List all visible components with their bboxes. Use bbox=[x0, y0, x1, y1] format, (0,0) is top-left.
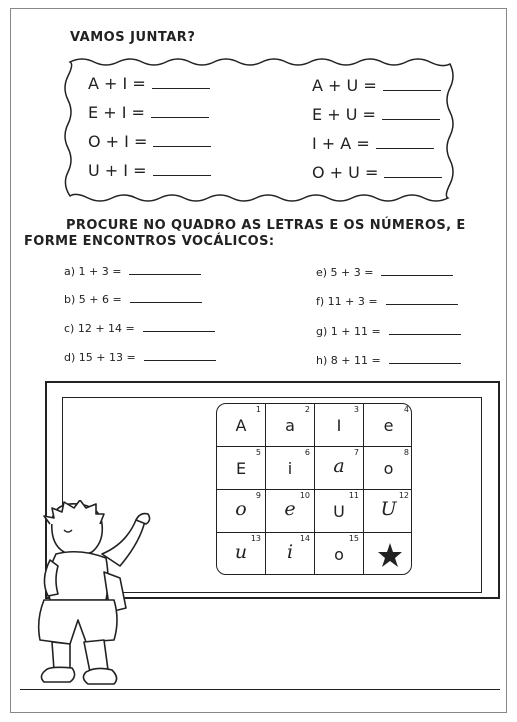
answer-blank[interactable] bbox=[129, 265, 201, 275]
operation-label: a) 1 + 3 = bbox=[64, 265, 122, 278]
cell-number: 5 bbox=[255, 448, 261, 457]
cell-number: 8 bbox=[403, 448, 409, 457]
operation-f bbox=[316, 295, 458, 308]
sum-oi bbox=[88, 132, 211, 151]
answer-blank[interactable] bbox=[384, 165, 442, 178]
cell-number: 12 bbox=[398, 491, 409, 500]
sum-label: A + I = bbox=[88, 74, 146, 93]
answer-blank[interactable] bbox=[153, 163, 211, 176]
operation-d bbox=[64, 351, 216, 364]
answer-blank[interactable] bbox=[152, 76, 210, 89]
sum-label: I + A = bbox=[312, 134, 370, 153]
letter-grid bbox=[216, 403, 412, 575]
grid-cell bbox=[266, 533, 315, 575]
grid-cell bbox=[217, 447, 266, 490]
operation-a bbox=[64, 265, 201, 278]
answer-blank[interactable] bbox=[130, 293, 202, 303]
sum-label: E + U = bbox=[312, 105, 376, 124]
answer-blank[interactable] bbox=[381, 266, 453, 276]
grid-cell bbox=[266, 404, 315, 447]
cell-letter: A bbox=[235, 416, 247, 435]
operation-label: c) 12 + 14 = bbox=[64, 322, 135, 335]
sum-ui bbox=[88, 161, 211, 180]
answer-blank[interactable] bbox=[386, 295, 458, 305]
grid-cell bbox=[266, 447, 315, 490]
operation-g bbox=[316, 325, 461, 338]
cell-letter: U bbox=[333, 502, 345, 521]
cell-number: 2 bbox=[304, 405, 310, 414]
sum-eu bbox=[312, 105, 440, 124]
cell-number: 1 bbox=[255, 405, 261, 414]
cell-letter: i bbox=[287, 459, 293, 478]
cell-number: 15 bbox=[348, 534, 359, 543]
grid-cell bbox=[315, 490, 364, 533]
operation-h bbox=[316, 354, 461, 367]
operation-label: h) 8 + 11 = bbox=[316, 354, 381, 367]
answer-blank[interactable] bbox=[151, 105, 209, 118]
cell-letter: o bbox=[383, 459, 394, 478]
grid-cell bbox=[315, 533, 364, 575]
grid-cell bbox=[217, 490, 266, 533]
operation-label: d) 15 + 13 = bbox=[64, 351, 136, 364]
sum-label: O + U = bbox=[312, 163, 379, 182]
cell-letter: E bbox=[235, 459, 247, 478]
cell-number: 13 bbox=[250, 534, 261, 543]
cell-number: 4 bbox=[403, 405, 409, 414]
cell-letter: o bbox=[235, 498, 247, 520]
answer-blank[interactable] bbox=[144, 351, 216, 361]
operation-b bbox=[64, 293, 202, 306]
cell-number: 10 bbox=[299, 491, 310, 500]
answer-blank[interactable] bbox=[383, 78, 441, 91]
sum-ia bbox=[312, 134, 434, 153]
star-icon bbox=[364, 533, 412, 575]
instruction-line-2: FORME ENCONTROS VOCÁLICOS: bbox=[24, 234, 275, 249]
cell-letter: a bbox=[285, 416, 295, 435]
cell-number: 7 bbox=[353, 448, 359, 457]
operation-c bbox=[64, 322, 215, 335]
operation-label: b) 5 + 6 = bbox=[64, 293, 122, 306]
title: VAMOS JUNTAR? bbox=[70, 30, 196, 45]
operation-e bbox=[316, 266, 453, 279]
cell-letter: u bbox=[234, 541, 248, 563]
sum-ei bbox=[88, 103, 209, 122]
cell-number: 9 bbox=[255, 491, 261, 500]
grid-cell bbox=[315, 404, 364, 447]
sum-ai bbox=[88, 74, 210, 93]
answer-blank[interactable] bbox=[143, 322, 215, 332]
answer-blank[interactable] bbox=[389, 325, 461, 335]
grid-cell bbox=[315, 447, 364, 490]
answer-blank[interactable] bbox=[389, 354, 461, 364]
answer-blank[interactable] bbox=[153, 134, 211, 147]
answer-blank[interactable] bbox=[376, 136, 434, 149]
operation-label: e) 5 + 3 = bbox=[316, 266, 374, 279]
cell-number: 11 bbox=[348, 491, 359, 500]
sum-label: U + I = bbox=[88, 161, 147, 180]
cell-letter: e bbox=[383, 416, 394, 435]
sum-label: E + I = bbox=[88, 103, 145, 122]
cell-letter: o bbox=[334, 545, 344, 564]
cell-letter: e bbox=[284, 498, 296, 520]
operation-label: g) 1 + 11 = bbox=[316, 325, 381, 338]
operation-label: f) 11 + 3 = bbox=[316, 295, 378, 308]
sum-label: A + U = bbox=[312, 76, 377, 95]
cell-number: 6 bbox=[304, 448, 310, 457]
boy-illustration bbox=[30, 500, 180, 700]
cell-number: 14 bbox=[299, 534, 310, 543]
cell-letter: i bbox=[286, 541, 294, 563]
cell-letter: I bbox=[336, 416, 342, 435]
grid-cell bbox=[364, 404, 412, 447]
grid-cell bbox=[217, 404, 266, 447]
answer-blank[interactable] bbox=[382, 107, 440, 120]
floor-line bbox=[20, 689, 500, 690]
cell-number: 3 bbox=[353, 405, 359, 414]
sum-ou bbox=[312, 163, 442, 182]
sum-au bbox=[312, 76, 441, 95]
grid-cell bbox=[266, 490, 315, 533]
grid-cell bbox=[364, 447, 412, 490]
instruction-line-1: PROCURE NO QUADRO AS LETRAS E OS NÚMEROS, E bbox=[66, 218, 466, 233]
grid-cell bbox=[364, 490, 412, 533]
grid-cell bbox=[217, 533, 266, 575]
sum-label: O + I = bbox=[88, 132, 148, 151]
cell-letter: U bbox=[380, 498, 397, 520]
grid-cell-star bbox=[364, 533, 412, 575]
cell-letter: a bbox=[333, 455, 345, 477]
